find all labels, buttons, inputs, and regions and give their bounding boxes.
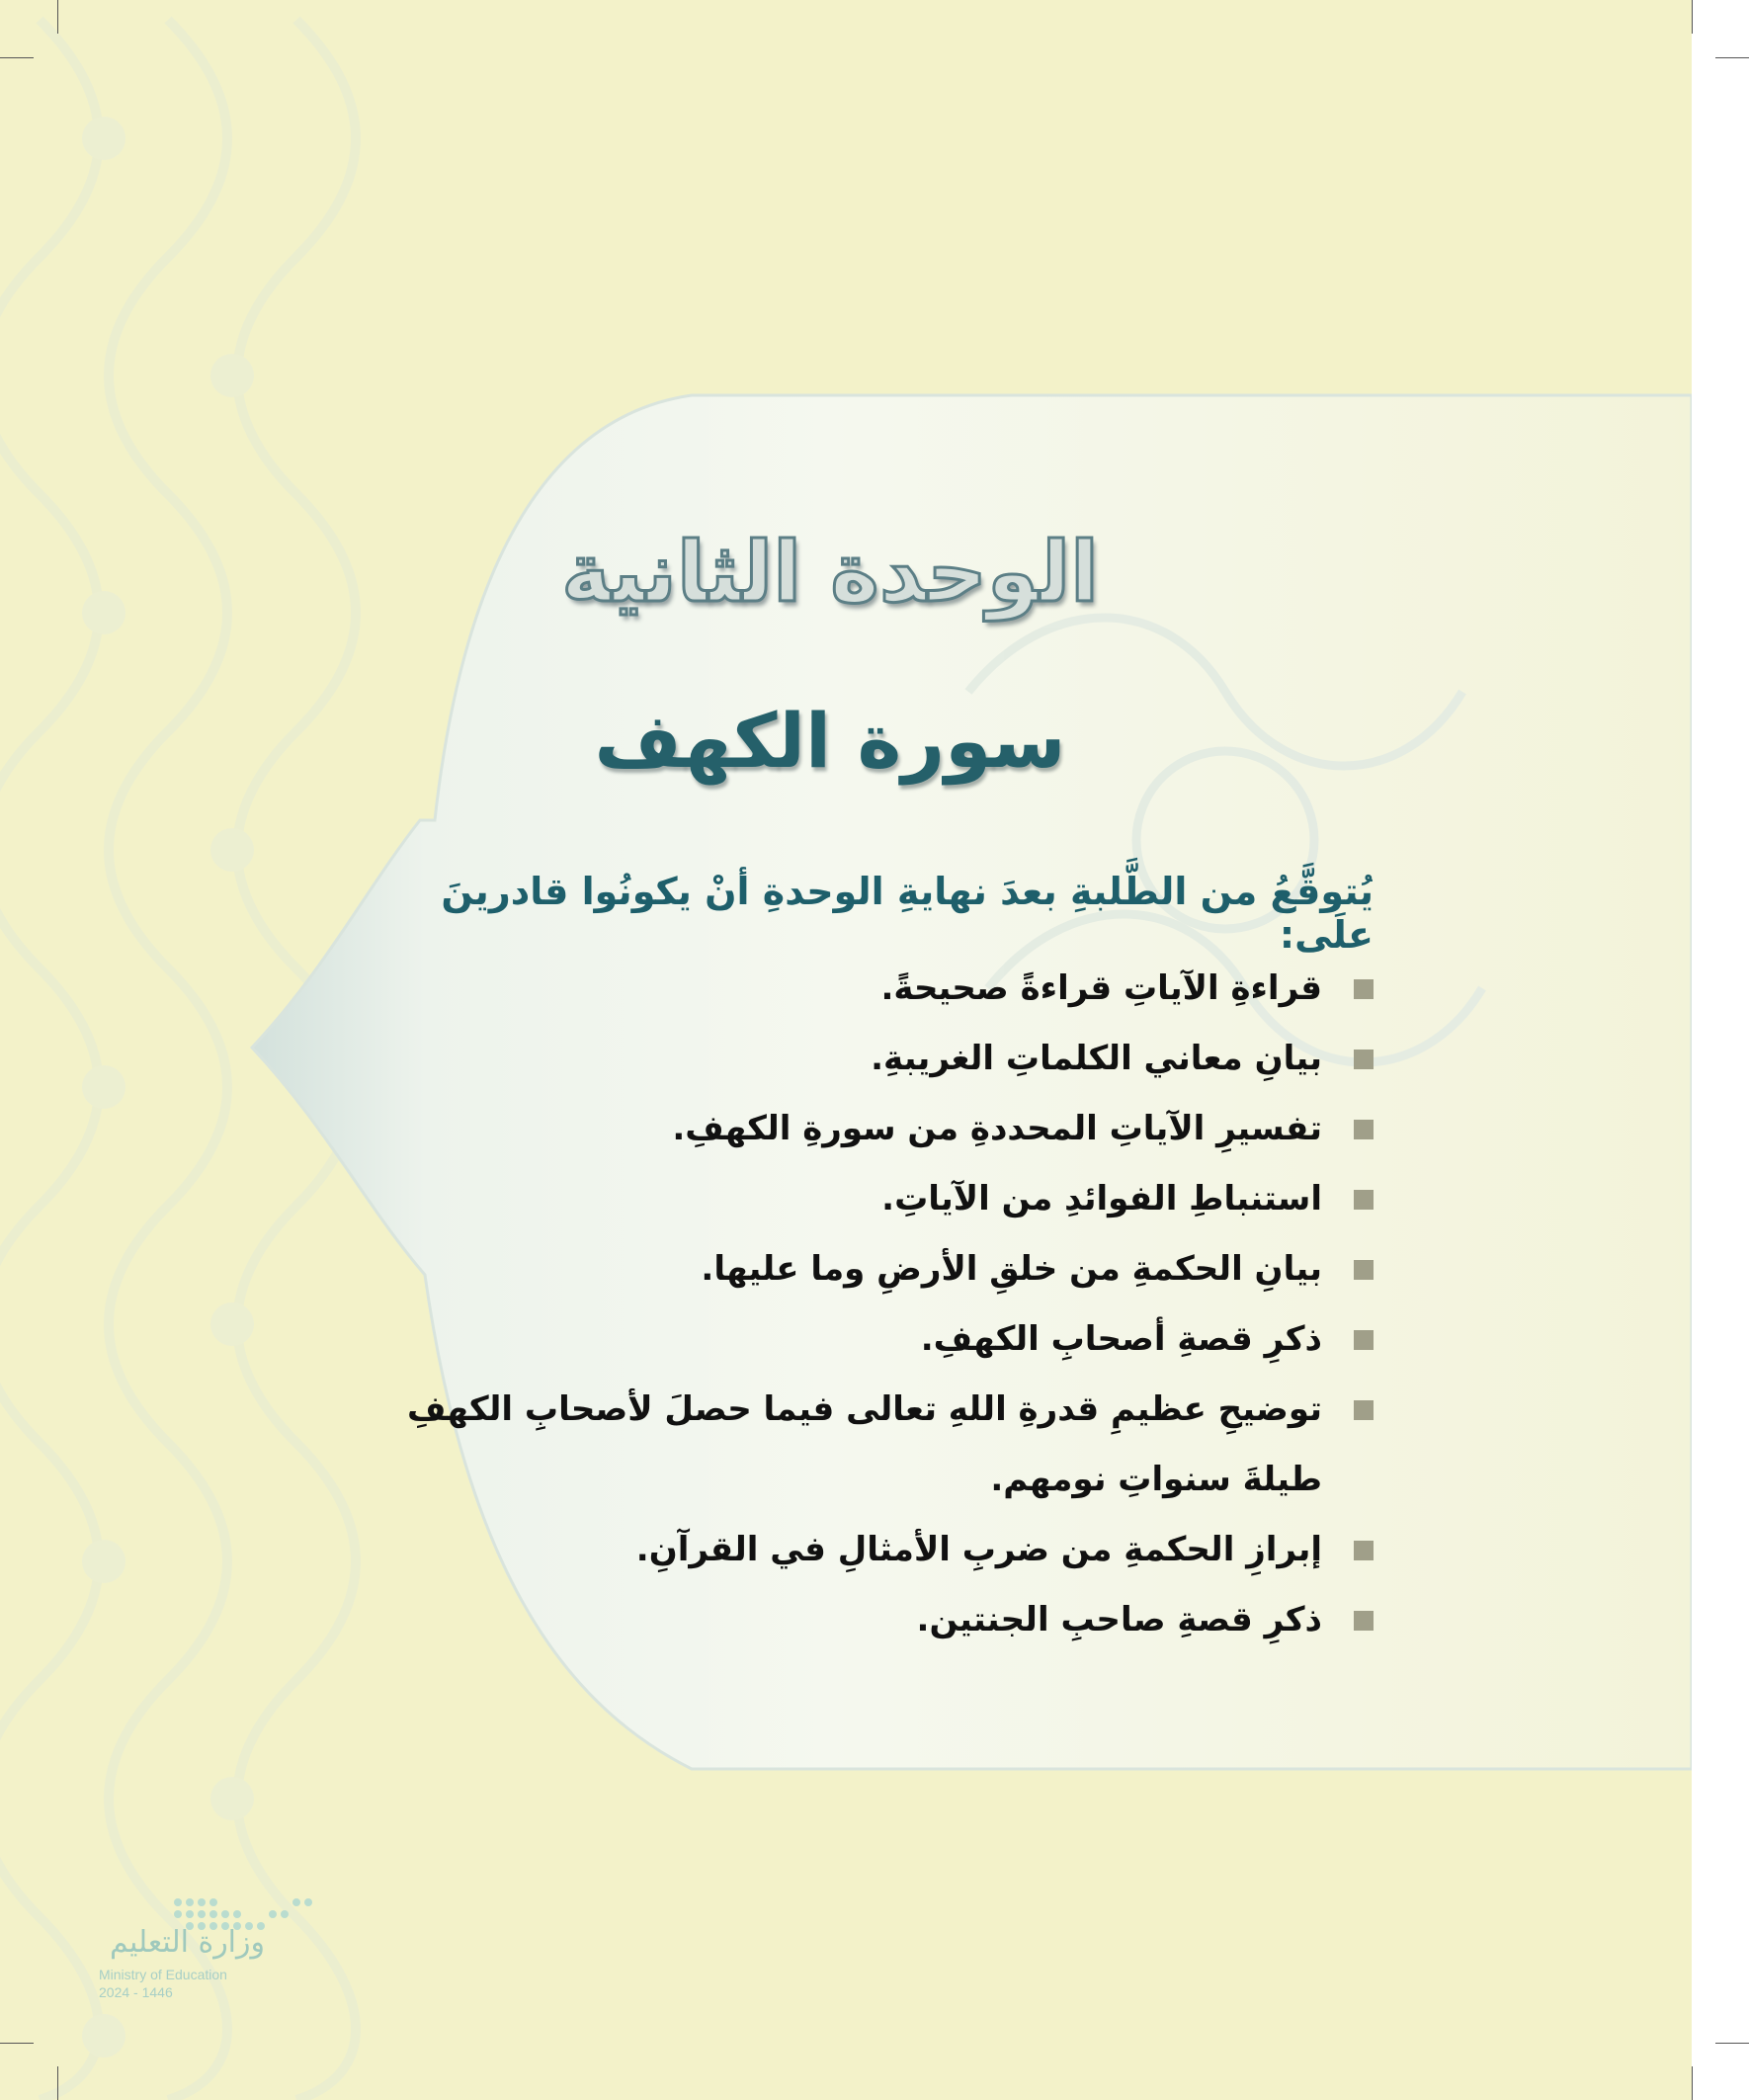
list-item: قراءةِ الآياتِ قراءةً صحيحةً.	[385, 954, 1374, 1024]
objectives-intro: يُتوقَّعُ من الطَّلبةِ بعدَ نهايةِ الوحدةِ أنْ يكونُوا قادرينَ علَى:	[441, 870, 1374, 957]
crop-mark	[57, 0, 58, 34]
square-bullet-icon	[1354, 1330, 1374, 1350]
crop-mark	[0, 2043, 34, 2044]
list-item: توضيحِ عظيمِ قدرةِ اللهِ تعالى فيما حصلَ لأصحابِ الكهفِ طيلةَ سنواتِ نومهم.	[385, 1375, 1374, 1515]
crop-mark	[57, 2066, 58, 2100]
list-item: بيانِ معاني الكلماتِ الغريبةِ.	[385, 1024, 1374, 1094]
square-bullet-icon	[1354, 1400, 1374, 1420]
list-item: إبرازِ الحكمةِ من ضربِ الأمثالِ في القرآنِ.	[385, 1515, 1374, 1585]
square-bullet-icon	[1354, 1541, 1374, 1560]
list-item: ذكرِ قصةِ صاحبِ الجنتين.	[385, 1585, 1374, 1655]
crop-mark	[1692, 2066, 1693, 2100]
square-bullet-icon	[1354, 1611, 1374, 1631]
list-item: ذكرِ قصةِ أصحابِ الكهفِ.	[385, 1304, 1374, 1375]
list-item: تفسيرِ الآياتِ المحددةِ من سورةِ الكهفِ.	[385, 1094, 1374, 1164]
crop-mark	[1692, 0, 1693, 34]
ministry-name-ar: وزارة التعليم	[109, 1925, 265, 1960]
list-item: بيانِ الحكمةِ من خلقِ الأرضِ وما عليها.	[385, 1234, 1374, 1304]
square-bullet-icon	[1354, 1050, 1374, 1069]
square-bullet-icon	[1354, 979, 1374, 999]
crop-mark	[0, 57, 34, 58]
crop-mark	[1715, 57, 1749, 58]
square-bullet-icon	[1354, 1260, 1374, 1280]
square-bullet-icon	[1354, 1120, 1374, 1139]
objectives-list	[385, 954, 1374, 1655]
square-bullet-icon	[1354, 1190, 1374, 1210]
list-item-continuation: طيلةَ سنواتِ نومهم.	[990, 1460, 1322, 1499]
list-item: استنباطِ الفوائدِ من الآياتِ.	[385, 1164, 1374, 1234]
edition-year: 2024 - 1446	[99, 1984, 173, 2000]
surah-title: سورة الكهف	[594, 697, 1066, 785]
crop-mark	[1715, 2043, 1749, 2044]
ministry-name-en: Ministry of Education	[99, 1967, 227, 1982]
unit-title: الوحدة الثانية	[561, 524, 1099, 621]
